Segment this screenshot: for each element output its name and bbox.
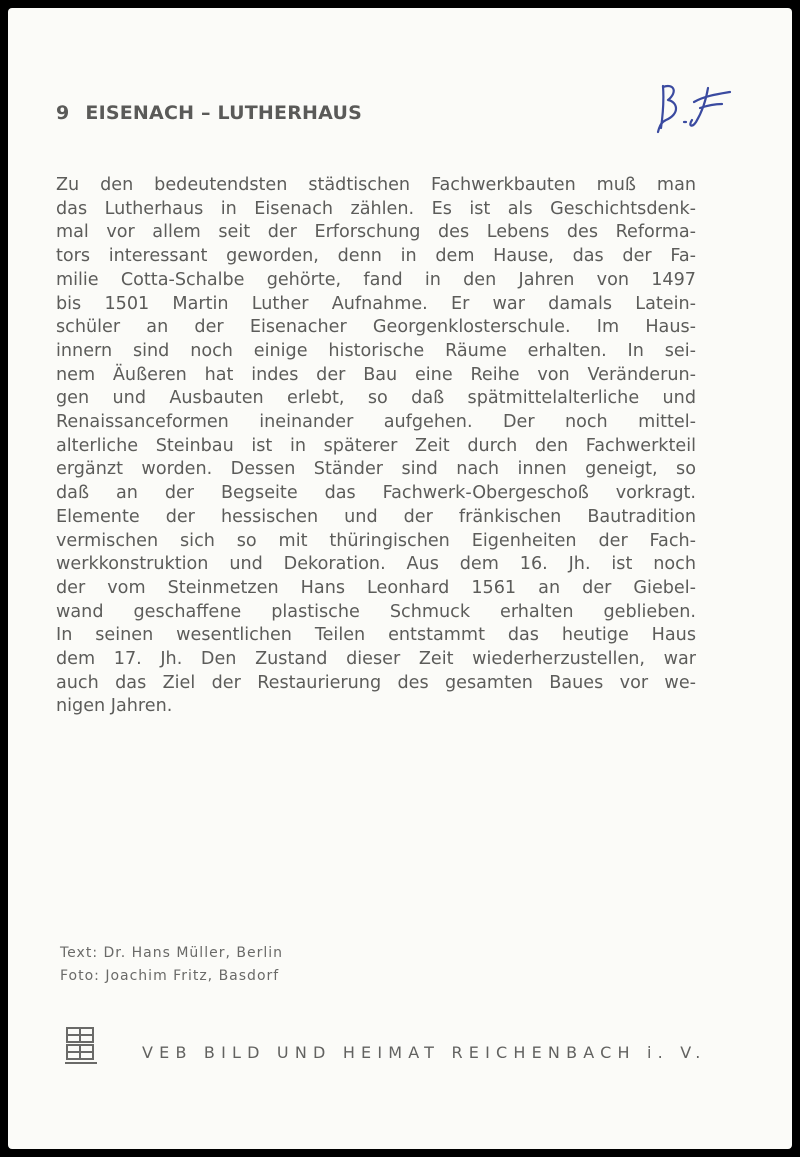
handwritten-mark xyxy=(648,78,732,140)
body-line: schüler an der Eisenacher Georgenklosterschule. Im Haus- xyxy=(56,317,696,338)
body-line: ergänzt worden. Dessen Ständer sind nach innen geneigt, so xyxy=(56,459,696,480)
body-text xyxy=(56,174,696,719)
credits xyxy=(60,942,283,988)
card-heading xyxy=(56,102,362,124)
body-line: das Lutherhaus in Eisenach zählen. Es ist als Geschichtsdenk- xyxy=(56,198,696,219)
card-title: EISENACH – LUTHERHAUS xyxy=(85,102,362,124)
body-line: Elemente der hessischen und der fränkischen Bautradition xyxy=(56,506,696,527)
body-line: der vom Steinmetzen Hans Leonhard 1561 an der Giebel- xyxy=(56,577,696,598)
body-line: Renaissanceformen ineinander aufgehen. Der noch mittel- xyxy=(56,412,696,433)
text-credit: Text: Dr. Hans Müller, Berlin xyxy=(60,945,283,961)
body-line: Zu den bedeutendsten städtischen Fachwerkbauten muß man xyxy=(56,175,696,195)
body-line: innern sind noch einige historische Räume erhalten. In sei- xyxy=(56,340,696,361)
photo-credit: Foto: Joachim Fritz, Basdorf xyxy=(60,968,280,984)
body-line: In seinen wesentlichen Teilen entstammt das heutige Haus xyxy=(56,625,696,646)
body-line: daß an der Begseite das Fachwerk-Obergeschoß vorkragt. xyxy=(56,483,696,504)
publisher-logo-icon xyxy=(64,1026,100,1066)
body-line: vermischen sich so mit thüringischen Eigenheiten der Fach- xyxy=(56,530,696,551)
body-line: bis 1501 Martin Luther Aufnahme. Er war damals Latein- xyxy=(56,293,696,314)
body-line: dem 17. Jh. Den Zustand dieser Zeit wiederherzustellen, war xyxy=(56,649,696,670)
card-number: 9 xyxy=(56,102,70,124)
body-line: milie Cotta-Schalbe gehörte, fand in den Jahren von 1497 xyxy=(56,269,696,290)
body-line: alterliche Steinbau ist in späterer Zeit durch den Fachwerkteil xyxy=(56,435,696,456)
publisher-line: VEB BILD UND HEIMAT REICHENBACH i. V. xyxy=(142,1043,707,1062)
body-line: nigen Jahren. xyxy=(56,696,173,717)
postcard-back xyxy=(8,8,792,1149)
body-line: auch das Ziel der Restaurierung des gesamten Baues vor we- xyxy=(56,672,696,693)
body-line: tors interessant geworden, denn in dem Hause, das der Fa- xyxy=(56,246,696,267)
body-line: gen und Ausbauten erlebt, so daß spätmittelalterliche und xyxy=(56,388,696,409)
body-line: wand geschaffene plastische Schmuck erhalten geblieben. xyxy=(56,601,696,622)
body-line: werkkonstruktion und Dekoration. Aus dem 16. Jh. ist noch xyxy=(56,554,696,575)
body-line: mal vor allem seit der Erforschung des Lebens des Reforma- xyxy=(56,222,696,243)
body-line: nem Äußeren hat indes der Bau eine Reihe von Veränderun- xyxy=(56,364,696,385)
